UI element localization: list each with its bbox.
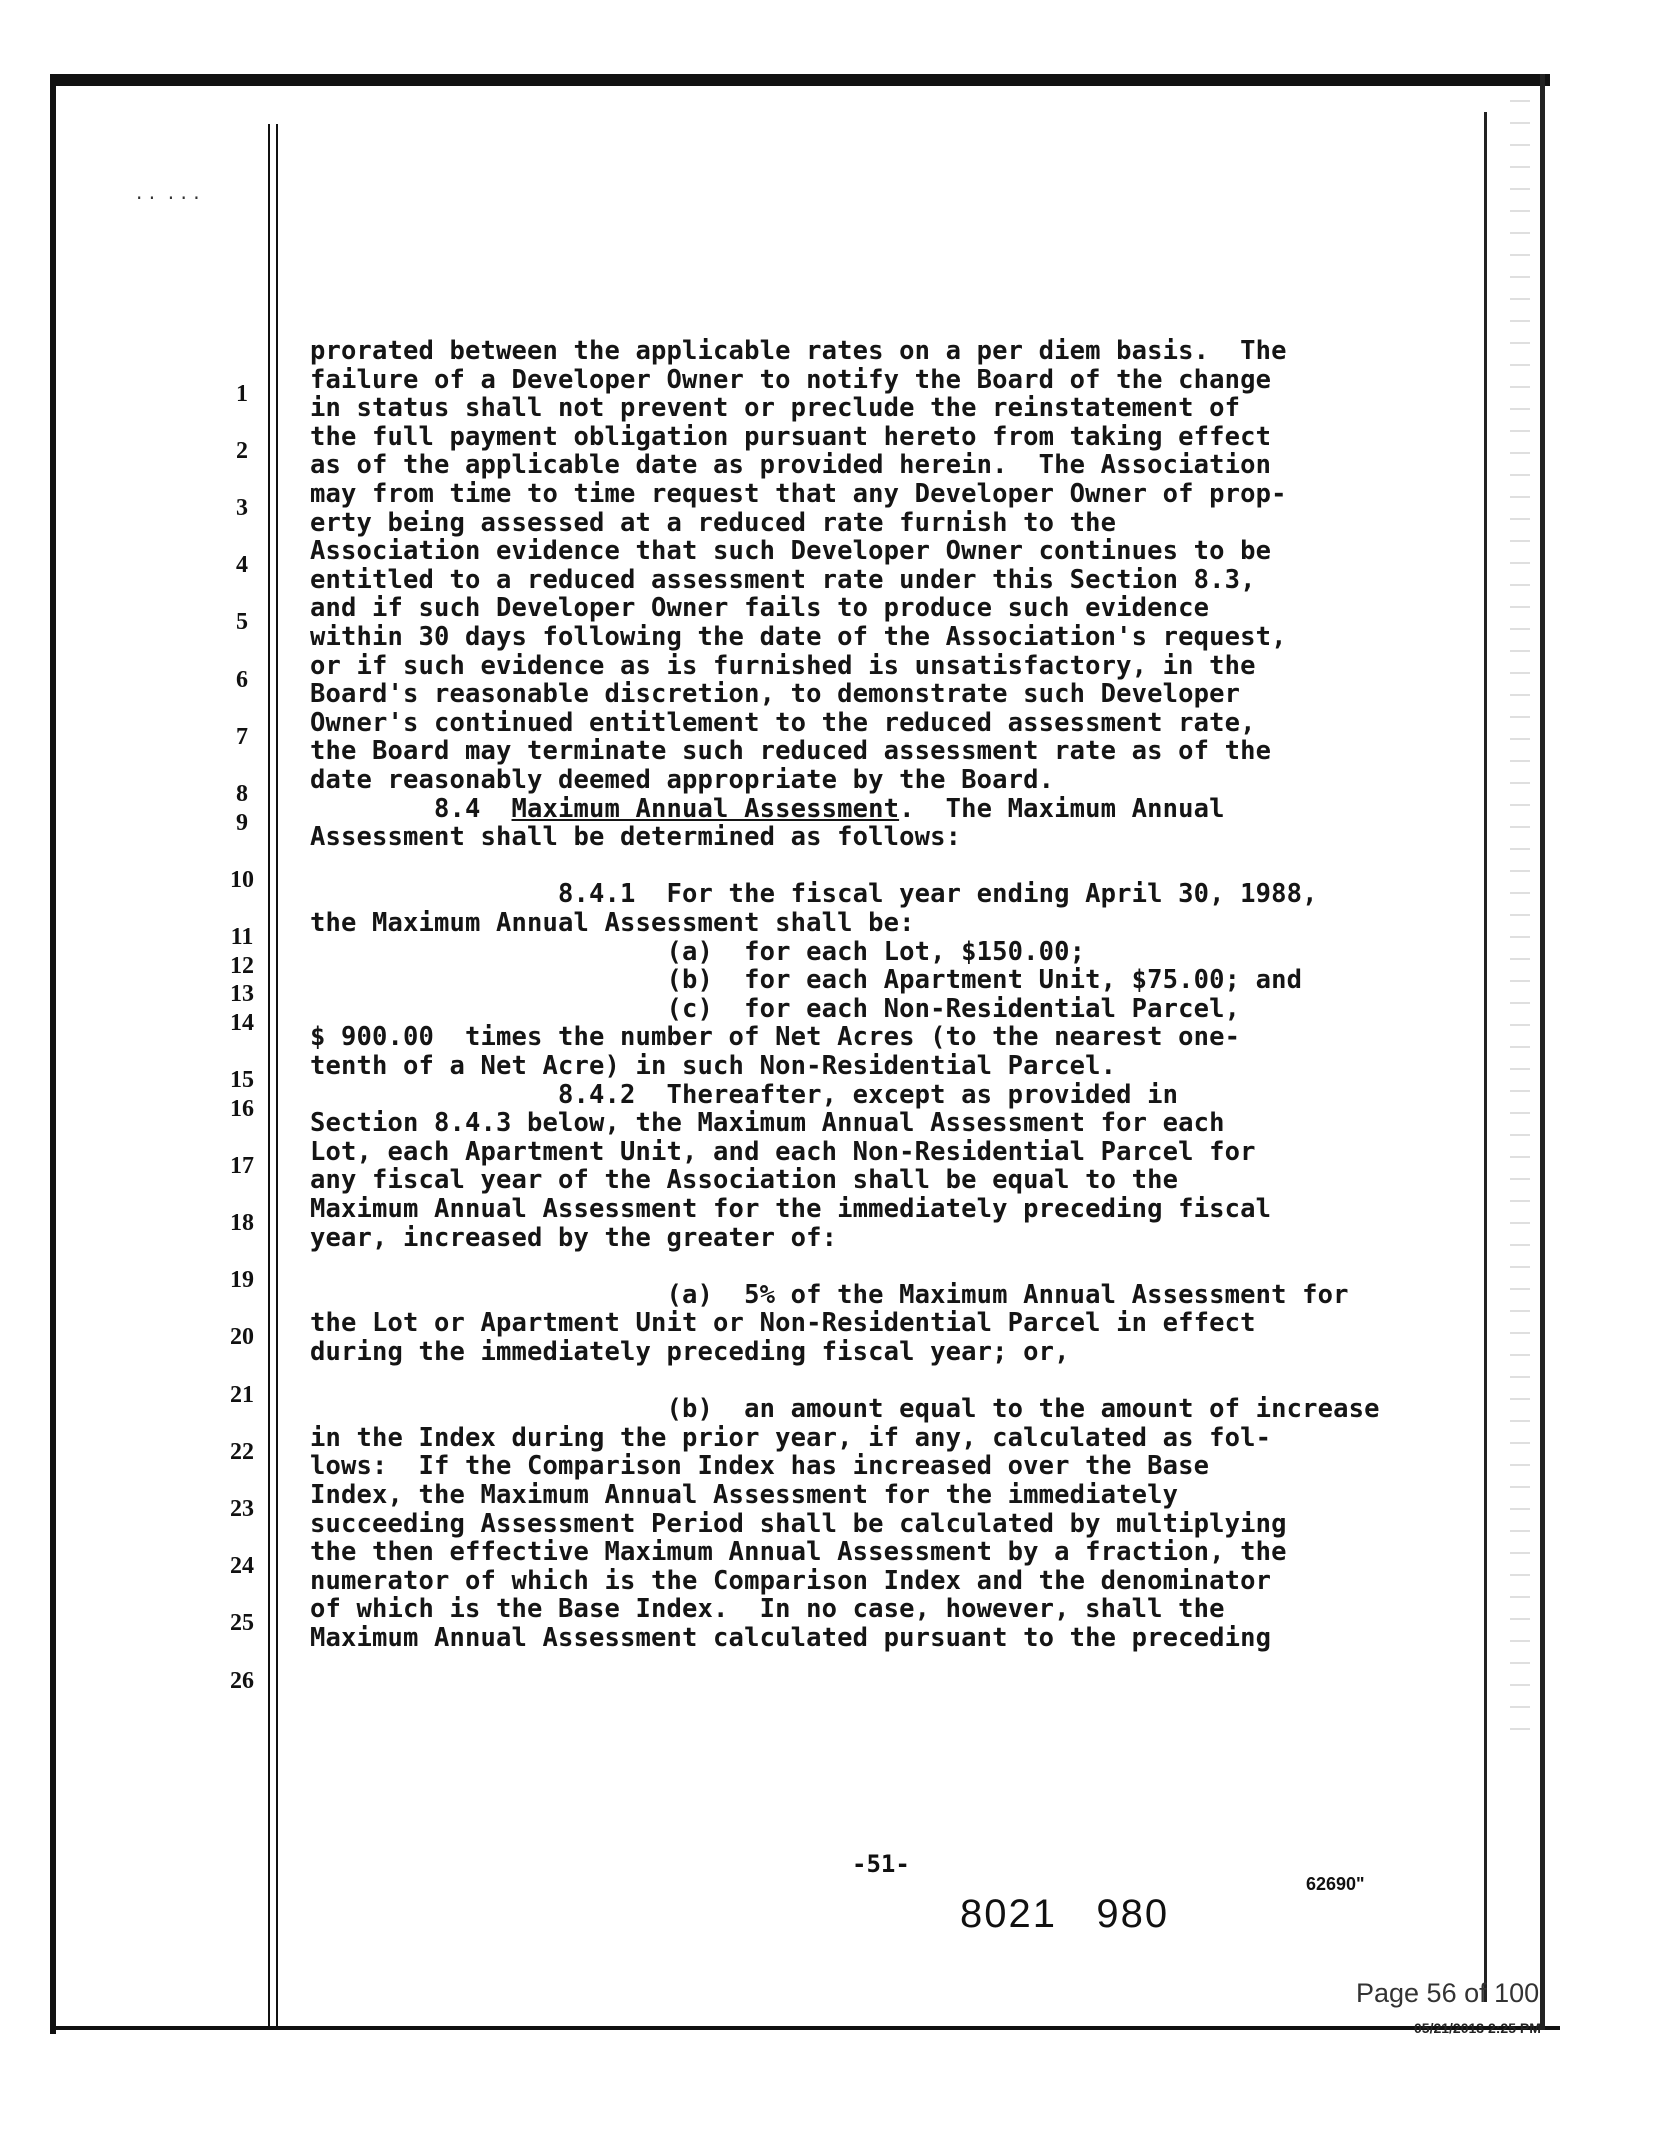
line-number: 23 <box>230 1496 254 1522</box>
text-segment: numerator of which is the Comparison Index and the denominator <box>310 1565 1272 1596</box>
text-line <box>310 994 1240 1024</box>
text-segment: date reasonably deemed appropriate by the Board. <box>310 765 1055 795</box>
text-segment: Index, the Maximum Annual Assessment for the immediately <box>310 1480 1179 1510</box>
text-line <box>310 1509 1287 1539</box>
line-number: 16 <box>230 1095 254 1122</box>
text-line <box>310 1308 1256 1338</box>
line-number: 2 <box>236 437 248 464</box>
text-segment: prorated between the applicable rates on a per diem basis. The <box>310 336 1287 366</box>
line-number: 11 <box>230 924 254 950</box>
text-segment: $ 900.00 times the number of Net Acres (to the nearest one- <box>310 1022 1241 1053</box>
text-segment: year, increased by the greater of: <box>310 1222 838 1253</box>
text-segment: Association evidence that such Developer Owner continues to be <box>310 536 1272 567</box>
text-line <box>310 1137 1256 1167</box>
line-number: 14 <box>230 1009 254 1036</box>
margin-rule-right <box>276 124 278 2026</box>
line-number: 1 <box>236 380 248 407</box>
text-segment: Maximum Annual Assessment for the immediately preceding fiscal <box>310 1194 1272 1224</box>
text-line <box>310 794 1225 824</box>
text-segment: 8.4 <box>310 793 512 824</box>
text-segment: the Board may terminate such reduced assessment rate as of the <box>310 736 1272 767</box>
date-stamp: 05/21/2013 2:25 PM <box>1414 2020 1541 2036</box>
text-segment: during the immediately preceding fiscal year; or, <box>310 1337 1070 1367</box>
text-segment: within 30 days following the date of the Association's request, <box>310 622 1287 652</box>
text-line <box>310 450 1271 480</box>
scan-frame-left <box>50 74 56 2034</box>
line-number: 19 <box>230 1267 254 1294</box>
text-line <box>310 1423 1271 1453</box>
line-number: 8 <box>236 781 248 807</box>
text-line <box>310 593 1209 623</box>
text-line <box>310 1623 1271 1653</box>
text-segment: entitled to a reduced assessment rate under this Section 8.3, <box>310 564 1256 595</box>
line-number: 4 <box>236 552 248 579</box>
line-number: 5 <box>236 609 248 636</box>
scan-frame-right <box>1540 74 1545 2030</box>
text-line <box>310 1080 1178 1110</box>
text-segment: (b) for each Apartment Unit, $75.00; and <box>310 965 1303 996</box>
scan-specks: · · · · · <box>136 186 200 210</box>
text-segment: of which is the Base Index. In no case, however, shall the <box>310 1594 1225 1625</box>
text-segment: Board's reasonable discretion, to demonstrate such Developer <box>310 679 1241 710</box>
text-line <box>310 393 1240 423</box>
text-segment: (a) 5% of the Maximum Annual Assessment for <box>310 1279 1349 1310</box>
text-segment: or if such evidence as is furnished is unsatisfactory, in the <box>310 650 1256 681</box>
text-line <box>310 1566 1271 1596</box>
line-number: 3 <box>236 495 248 521</box>
text-segment: . The Maximum Annual <box>899 793 1225 824</box>
text-segment: failure of a Developer Owner to notify the Board of the change <box>310 364 1272 395</box>
text-line <box>310 1394 1380 1424</box>
text-segment: may from time to time request that any Developer Owner of prop- <box>310 479 1287 509</box>
text-segment: the full payment obligation pursuant hereto from taking effect <box>310 421 1272 452</box>
text-segment: Lot, each Apartment Unit, and each Non-Residential Parcel for <box>310 1136 1256 1167</box>
text-line <box>310 736 1271 766</box>
text-segment: any fiscal year of the Association shall be equal to the <box>310 1165 1179 1196</box>
margin-rule-left <box>268 124 270 2026</box>
text-segment: as of the applicable date as provided herein. The Association <box>310 450 1272 481</box>
filing-number: 62690" <box>1306 1874 1365 1894</box>
line-number: 18 <box>230 1210 254 1236</box>
line-number: 15 <box>230 1067 254 1093</box>
text-segment: Maximum Annual Assessment calculated pursuant to the preceding <box>310 1623 1272 1653</box>
text-line <box>310 422 1271 452</box>
text-segment: erty being assessed at a reduced rate furnish to the <box>310 507 1117 538</box>
text-segment: and if such Developer Owner fails to produce such evidence <box>310 593 1210 624</box>
line-number: 9 <box>236 809 248 836</box>
text-line <box>310 365 1271 395</box>
text-segment: (b) an amount equal to the amount of increase <box>310 1394 1380 1425</box>
text-line <box>310 1280 1349 1310</box>
text-segment: tenth of a Net Acre) in such Non-Residential Parcel. <box>310 1051 1117 1081</box>
text-segment: in the Index during the prior year, if any, calculated as fol- <box>310 1422 1272 1453</box>
text-segment: Section 8.4.3 below, the Maximum Annual Assessment for each <box>310 1108 1225 1139</box>
text-line <box>310 822 961 852</box>
text-segment: 8.4.1 For the fiscal year ending April 30, 1988, <box>310 879 1318 910</box>
section-heading: Maximum Annual Assessment <box>511 793 900 824</box>
text-segment: 8.4.2 Thereafter, except as provided in <box>310 1079 1179 1110</box>
line-number: 24 <box>230 1553 254 1580</box>
line-number: 25 <box>230 1610 254 1637</box>
text-line <box>310 1594 1225 1624</box>
text-line <box>310 1223 837 1253</box>
line-number: 6 <box>236 666 248 693</box>
line-number: 10 <box>230 866 254 893</box>
text-line <box>310 908 915 938</box>
text-line <box>310 479 1287 509</box>
text-segment: the Lot or Apartment Unit or Non-Residential Parcel in effect <box>310 1308 1256 1339</box>
text-line <box>310 679 1240 709</box>
text-line <box>310 1480 1178 1510</box>
text-line <box>310 765 1054 795</box>
text-line <box>310 622 1287 652</box>
text-line <box>310 1537 1287 1567</box>
line-number: 17 <box>230 1152 254 1179</box>
line-number: 20 <box>230 1324 254 1351</box>
line-number: 7 <box>236 723 248 750</box>
line-number: 12 <box>230 952 254 979</box>
text-line <box>310 1337 1070 1367</box>
page-number: -51- <box>852 1850 910 1878</box>
text-segment: (a) for each Lot, $150.00; <box>310 936 1086 967</box>
text-line <box>310 536 1271 566</box>
scan-frame-top <box>50 74 1550 86</box>
text-segment: Assessment shall be determined as follows: <box>310 822 962 853</box>
inner-right-rule <box>1484 112 1487 2002</box>
page-of-stamp: Page 56 of 100 <box>1356 1978 1540 2008</box>
scan-noise-strip <box>1510 100 1530 1740</box>
text-line <box>310 1051 1116 1081</box>
text-segment: the then effective Maximum Annual Assessment by a fraction, the <box>310 1537 1287 1568</box>
text-line <box>310 879 1318 909</box>
text-line <box>310 1165 1178 1195</box>
text-line <box>310 1022 1240 1052</box>
text-line <box>310 1451 1209 1481</box>
text-line <box>310 1108 1225 1138</box>
scan-frame-bottom <box>50 2026 1560 2030</box>
text-line <box>310 565 1256 595</box>
text-line <box>310 336 1287 366</box>
text-segment: (c) for each Non-Residential Parcel, <box>310 993 1241 1024</box>
text-line <box>310 1194 1271 1224</box>
line-number: 13 <box>230 981 254 1008</box>
book-page-number: 8021 980 <box>960 1892 1170 1936</box>
text-line <box>310 965 1302 995</box>
text-line <box>310 937 1085 967</box>
line-number: 21 <box>230 1381 254 1408</box>
text-segment: Owner's continued entitlement to the reduced assessment rate, <box>310 707 1256 738</box>
text-segment: in status shall not prevent or preclude the reinstatement of <box>310 393 1241 424</box>
line-number: 22 <box>230 1438 254 1465</box>
text-segment: lows: If the Comparison Index has increased over the Base <box>310 1451 1210 1482</box>
text-segment: the Maximum Annual Assessment shall be: <box>310 908 915 938</box>
text-line <box>310 651 1256 681</box>
text-line <box>310 708 1256 738</box>
text-line <box>310 508 1116 538</box>
text-segment: succeeding Assessment Period shall be calculated by multiplying <box>310 1508 1287 1539</box>
line-number: 26 <box>230 1667 254 1694</box>
